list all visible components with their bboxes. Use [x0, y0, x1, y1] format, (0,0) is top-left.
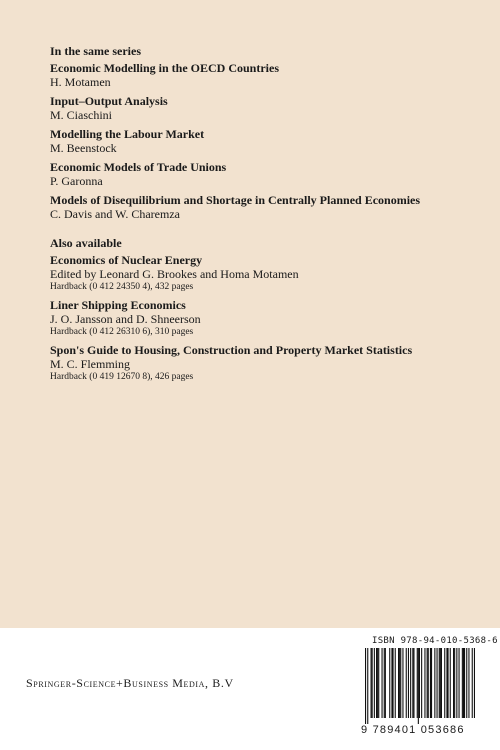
- barcode-bars: [365, 648, 479, 724]
- barcode-bar: [463, 648, 464, 718]
- barcode-bar: [439, 648, 440, 718]
- available-book: [50, 343, 480, 383]
- barcode-bar: [382, 648, 383, 718]
- book-title: Input–Output Analysis: [50, 94, 168, 108]
- barcode-bar: [474, 648, 475, 718]
- barcode-bar: [406, 648, 407, 718]
- available-book: [50, 298, 480, 338]
- barcode-bar: [431, 648, 432, 718]
- barcode-bar: [453, 648, 454, 718]
- barcode-bar: [391, 648, 392, 718]
- barcode-digits: 9 789401 053686: [361, 724, 465, 736]
- barcode-bar: [371, 648, 372, 718]
- barcode-bar: [440, 648, 441, 718]
- barcode-bar: [437, 648, 438, 718]
- barcode-bar: [417, 648, 418, 718]
- barcode-bar: [393, 648, 394, 718]
- barcode-bar: [419, 648, 420, 718]
- barcode-bar: [378, 648, 379, 718]
- book-author: M. Beenstock: [50, 141, 117, 155]
- barcode-bar: [374, 648, 375, 718]
- also-available-heading: Also available: [50, 236, 122, 250]
- barcode-bar: [365, 648, 366, 724]
- barcode-bar: [410, 648, 411, 718]
- book-title: Modelling the Labour Market: [50, 127, 205, 141]
- barcode-bar: [459, 648, 460, 718]
- barcode-bar: [466, 648, 467, 718]
- barcode-bar: [454, 648, 455, 718]
- book-title: Liner Shipping Economics: [50, 298, 186, 312]
- isbn-label: ISBN 978-94-010-5368-6: [372, 636, 498, 646]
- back-cover-text: [50, 44, 480, 388]
- book-format-info: Hardback (0 412 26310 6), 310 pages: [50, 327, 194, 337]
- series-heading: In the same series: [50, 44, 141, 58]
- barcode-bar: [450, 648, 451, 718]
- series-book: [50, 94, 480, 122]
- barcode-bar: [418, 648, 419, 724]
- book-format-info: Hardback (0 412 24350 4), 432 pages: [50, 282, 194, 292]
- book-author: M. C. Flemming: [50, 357, 131, 371]
- barcode-bar: [385, 648, 386, 718]
- barcode-bar: [456, 648, 457, 718]
- barcode-bar: [376, 648, 377, 718]
- barcode-bar: [428, 648, 429, 718]
- barcode-bar: [448, 648, 449, 718]
- barcode-bar: [384, 648, 385, 718]
- barcode-bar: [413, 648, 414, 718]
- series-book: [50, 61, 480, 89]
- barcode-bar: [412, 648, 413, 718]
- book-title: Economic Models of Trade Unions: [50, 160, 227, 174]
- barcode-bar: [421, 648, 422, 718]
- barcode-bar: [430, 648, 431, 718]
- series-section: [50, 44, 480, 221]
- barcode-bar: [427, 648, 428, 718]
- book-title: Economic Modelling in the OECD Countries: [50, 61, 280, 75]
- barcode-bar: [398, 648, 399, 718]
- book-format-info: Hardback (0 419 12670 8), 426 pages: [50, 372, 194, 382]
- barcode-bar: [372, 648, 373, 718]
- book-author: Edited by Leonard G. Brookes and Homa Motamen: [50, 267, 299, 281]
- footer-band: [0, 628, 500, 750]
- barcode-bar: [399, 648, 400, 718]
- barcode-bar: [434, 648, 435, 718]
- barcode-bar: [408, 648, 409, 718]
- barcode-bar: [424, 648, 425, 718]
- barcode-bar: [395, 648, 396, 718]
- book-author: M. Ciaschini: [50, 108, 112, 122]
- barcode-bar: [464, 648, 465, 718]
- book-title: Economics of Nuclear Energy: [50, 253, 203, 267]
- barcode-bar: [402, 648, 403, 718]
- series-book: [50, 127, 480, 155]
- barcode-bar: [441, 648, 442, 718]
- book-title: Models of Disequilibrium and Shortage in Centrally Planned Economies: [50, 193, 421, 207]
- barcode-bar: [389, 648, 390, 718]
- book-title: Spon's Guide to Housing, Construction and Property Market Statistics: [50, 343, 413, 357]
- book-author: C. Davis and W. Charemza: [50, 207, 180, 221]
- barcode-bar: [462, 648, 463, 718]
- available-book: [50, 253, 480, 293]
- barcode-bar: [468, 648, 469, 718]
- also-available-section: [50, 236, 480, 383]
- barcode-bar: [377, 648, 378, 718]
- series-book: [50, 193, 480, 221]
- barcode-bar: [446, 648, 447, 718]
- barcode: [361, 648, 483, 738]
- series-book: [50, 160, 480, 188]
- book-author: J. O. Jansson and D. Shneerson: [50, 312, 201, 326]
- book-author: H. Motamen: [50, 75, 111, 89]
- barcode-bar: [472, 648, 473, 718]
- barcode-bar: [367, 648, 368, 724]
- barcode-bar: [444, 648, 445, 718]
- publisher-name: Springer-Science+Business Media, B.V: [26, 676, 234, 690]
- book-author: P. Garonna: [50, 174, 103, 188]
- barcode-bar: [400, 648, 401, 718]
